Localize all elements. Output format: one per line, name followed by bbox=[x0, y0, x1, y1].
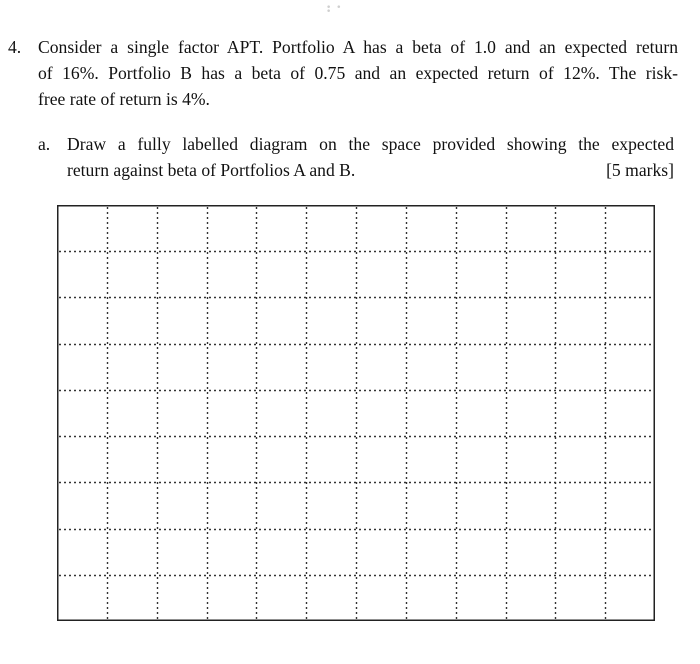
question-line-2: of 16%. Portfolio B has a beta of 0.75 and an expected return of 12%. The risk- bbox=[38, 63, 678, 83]
part-a-line-1: Draw a fully labelled diagram on the space provided showing the expected bbox=[67, 134, 674, 154]
part-a-label: a. bbox=[38, 134, 51, 154]
question-text bbox=[38, 34, 678, 112]
question-4 bbox=[8, 34, 678, 112]
answer-grid-canvas[interactable] bbox=[57, 205, 655, 621]
question-line-1: Consider a single factor APT. Portfolio A has a beta of 1.0 and an expected return bbox=[38, 37, 678, 57]
question-line-3: free rate of return is 4%. bbox=[38, 89, 210, 109]
part-a-line-2 bbox=[67, 157, 674, 183]
top-dots-marker: • • • bbox=[326, 3, 343, 17]
question-number: 4. bbox=[8, 37, 22, 57]
answer-grid[interactable] bbox=[57, 205, 655, 621]
part-a-marks: [5 marks] bbox=[606, 160, 674, 180]
part-a bbox=[38, 131, 674, 183]
part-a-line-2-text: return against beta of Portfolios A and B. bbox=[67, 160, 356, 180]
part-a-text bbox=[67, 131, 674, 183]
